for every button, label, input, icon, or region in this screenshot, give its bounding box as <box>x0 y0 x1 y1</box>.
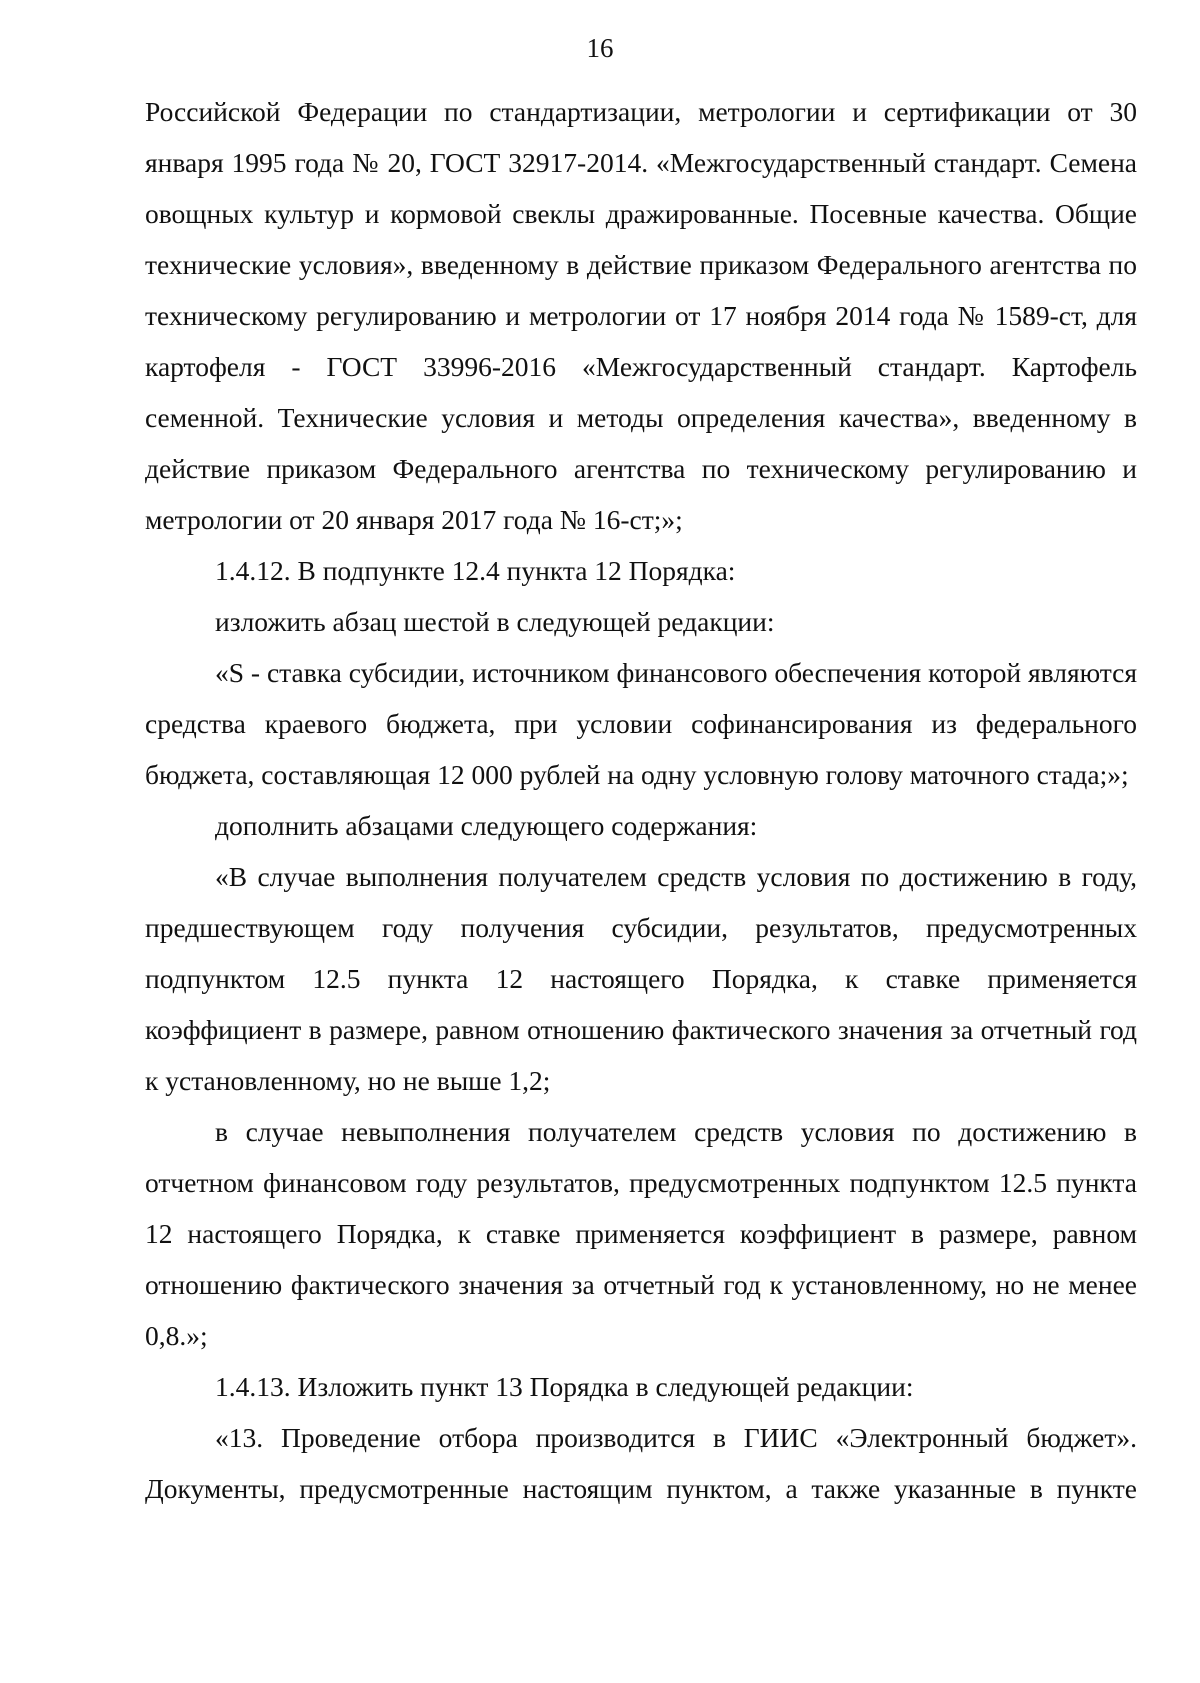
paragraph-coefficient-up: «В случае выполнения получателем средств условия по достижению в году, предшествующем году получения субсидии, результатов, предусмотренных подпунктом 12.5 пункта 12 настоящего Порядка, к ставке применяется коэффициент в размере, равном отношению фактического значения за отчетный год к установленному, но не выше 1,2; <box>145 861 1137 1096</box>
paragraph-item-13: «13. Проведение отбора производится в ГИИС «Электронный бюджет». Документы, предусмотренные настоящим пунктом, а также указанные в пункте <box>145 1422 1137 1504</box>
page-number: 16 <box>586 33 614 63</box>
paragraph-instruction-sixth: изложить абзац шестой в следующей редакции: <box>215 606 775 637</box>
paragraph-coefficient-down: в случае невыполнения получателем средств условия по достижению в отчетном финансовом году результатов, предусмотренных подпунктом 12.5 пункта 12 настоящего Порядка, к ставке применяется коэффициент в размере, равном отношению фактического значения за отчетный год к установленному, но не менее 0,8.»; <box>145 1116 1137 1351</box>
document-body <box>145 86 1137 1514</box>
paragraph-rate-s: «S - ставка субсидии, источником финансового обеспечения которой являются средства краевого бюджета, при условии софинансирования из федерального бюджета, составляющая 12 000 рублей на одну условную голову маточного стада;»; <box>145 657 1137 790</box>
paragraph-1-4-13: 1.4.13. Изложить пункт 13 Порядка в следующей редакции: <box>215 1371 914 1402</box>
paragraph-continuation: Российской Федерации по стандартизации, метрологии и сертификации от 30 января 1995 года № 20, ГОСТ 32917-2014. «Межгосударственный стандарт. Семена овощных культур и кормовой свеклы дражированные. Посевные качества. Общие технические условия», введенному в действие приказом Федерального агентства по техническому регулированию и метрологии от 17 ноября 2014 года № 1589-ст, для картофеля - ГОСТ 33996-2016 «Межгосударственный стандарт. Картофель семенной. Технические условия и методы определения качества», введенному в действие приказом Федерального агентства по техническому регулированию и метрологии от 20 января 2017 года № 16-ст;»; <box>145 96 1137 535</box>
paragraph-1-4-12: 1.4.12. В подпункте 12.4 пункта 12 Порядка: <box>215 555 736 586</box>
paragraph-instruction-add: дополнить абзацами следующего содержания: <box>215 810 758 841</box>
